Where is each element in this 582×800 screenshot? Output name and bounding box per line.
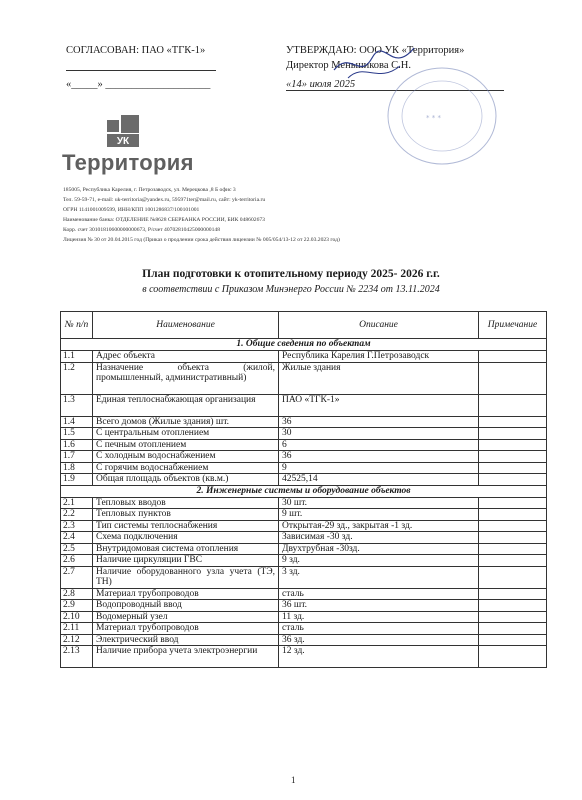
requisite-bank: Наименование банка: ОТДЕЛЕНИЕ №8628 СБЕРБАНКА РОССИИ, БИК 048602673 [63,217,265,223]
approval-right-date: «14» июля 2025 [286,79,504,91]
row-number: 2.12 [61,634,93,646]
row-name: С горячим водоснабжением [93,462,279,474]
row-number: 2.13 [61,646,93,668]
row-number: 1.4 [61,416,93,428]
page-number: 1 [291,775,296,785]
row-number: 2.10 [61,611,93,623]
organization-stamp [382,64,502,174]
section-title: 2. Инженерные системы и оборудование объектов [61,485,547,497]
row-number: 1.1 [61,351,93,363]
row-description: 36 зд. [279,634,479,646]
row-note [479,451,547,463]
table-row [61,351,547,363]
svg-text:УК: УК [116,136,130,147]
row-number: 1.3 [61,394,93,416]
row-description: 9 зд. [279,555,479,567]
table-row [61,555,547,567]
document-subtitle: в соответствии с Приказом Минэнерго России № 2234 от 13.11.2024 [142,284,440,295]
row-description: Республика Карелия Г.Петрозаводск [279,351,479,363]
row-name: Водомерный узел [93,611,279,623]
row-note [479,428,547,440]
row-name: Наличие циркуляции ГВС [93,555,279,567]
table-row [61,566,547,588]
header-number: № п/п [61,312,93,339]
table-row [61,394,547,416]
row-note [479,520,547,532]
row-note [479,509,547,521]
table-row [61,428,547,440]
approval-right-position: Директор Меньшикова С.Н. [286,60,411,71]
header-name: Наименование [93,312,279,339]
row-note [479,532,547,544]
header-description: Описание [279,312,479,339]
row-name: Адрес объекта [93,351,279,363]
row-description: 36 [279,451,479,463]
requisite-contacts: Тел. 59-59-71, e-mail: uk-territoria@yandex.ru, 595971ter@mail.ru, сайт: yk-territoria.ru [63,197,266,203]
row-note [479,394,547,416]
row-name: Всего домов (Жилые здания) шт. [93,416,279,428]
row-number: 1.9 [61,474,93,486]
row-name: Наличие оборудованного узла учета (ТЭ, ТН) [93,566,279,588]
section-title: 1. Общие сведения по объектам [61,339,547,351]
row-description: 30 шт. [279,497,479,509]
requisite-ogrn: ОГРН 1141001009599, ИНН/КПП 1001286837/100101001 [63,207,200,213]
row-note [479,611,547,623]
row-note [479,543,547,555]
table-row [61,462,547,474]
table-row [61,532,547,544]
row-note [479,634,547,646]
row-note [479,623,547,635]
approval-left-date: «_____» ____________________ [66,79,211,90]
row-description: 11 зд. [279,611,479,623]
row-note [479,566,547,588]
row-description: 42525,14 [279,474,479,486]
table-body [61,339,547,668]
row-name: Тепловых пунктов [93,509,279,521]
row-note [479,588,547,600]
row-note [479,474,547,486]
row-number: 2.7 [61,566,93,588]
row-note [479,362,547,394]
row-description: ПАО «ТГК-1» [279,394,479,416]
row-name: Схема подключения [93,532,279,544]
table-row [61,439,547,451]
table-row [61,416,547,428]
row-description: сталь [279,623,479,635]
table-row [61,600,547,612]
row-name: Общая площадь объектов (кв.м.) [93,474,279,486]
table-row [61,543,547,555]
plan-table [60,311,547,668]
row-name: С печным отоплением [93,439,279,451]
row-description: Жилые здания [279,362,479,394]
row-description: 30 [279,428,479,440]
row-name: Тепловых вводов [93,497,279,509]
table-row [61,520,547,532]
table-row [61,474,547,486]
svg-text:* * *: * * * [426,114,441,122]
requisite-address: 185005, Республика Карелия, г. Петрозаводск, ул. Мерецкова ,8 Б офис 3 [63,187,236,193]
approval-right-title: УТВЕРЖДАЮ: ООО УК «Территория» [286,45,465,56]
approval-left-signature-line [66,70,216,71]
row-number: 2.1 [61,497,93,509]
table-row [61,362,547,394]
row-note [479,497,547,509]
row-number: 2.5 [61,543,93,555]
row-description: Зависимая -30 зд. [279,532,479,544]
row-name: Единая теплоснабжающая организация [93,394,279,416]
document-title: План подготовки к отопительному периоду 2025- 2026 г.г. [142,268,440,280]
row-name: Внутридомовая система отопления [93,543,279,555]
table-header-row [61,312,547,339]
row-number: 1.5 [61,428,93,440]
section-row [61,339,547,351]
row-description: Двухтрубная -30зд. [279,543,479,555]
row-note [479,416,547,428]
requisite-license: Лицензия № 30 от 20.04.2015 год (Приказ о продлении срока действия лицензии № 005/054/13-12 от 22.03.2023 год) [63,237,340,243]
row-description: сталь [279,588,479,600]
table-row [61,509,547,521]
table-row [61,497,547,509]
requisite-accounts: Корр. счет 30101810600000000673, Р/счет 40702810425000000148 [63,227,220,233]
table-row [61,634,547,646]
row-number: 1.2 [61,362,93,394]
row-note [479,439,547,451]
approval-left-title: СОГЛАСОВАН: ПАО «ТГК-1» [66,45,206,56]
row-description: 6 [279,439,479,451]
row-description: 9 [279,462,479,474]
row-name: С холодным водоснабжением [93,451,279,463]
table-row [61,611,547,623]
row-description: 36 шт. [279,600,479,612]
row-note [479,351,547,363]
row-name: Водопроводный ввод [93,600,279,612]
table-row [61,451,547,463]
company-logo-mark [106,114,140,148]
row-number: 2.4 [61,532,93,544]
row-description: 9 шт. [279,509,479,521]
section-row [61,485,547,497]
row-description: 3 зд. [279,566,479,588]
row-note [479,555,547,567]
row-name: Назначение объекта (жилой, промышленный, административный) [93,362,279,394]
row-number: 2.6 [61,555,93,567]
row-name: Тип системы теплоснабжения [93,520,279,532]
row-number: 2.9 [61,600,93,612]
company-logo-name: Территория [62,150,194,175]
row-number: 2.2 [61,509,93,521]
row-number: 2.3 [61,520,93,532]
row-description: 12 зд. [279,646,479,668]
table-row [61,588,547,600]
row-name: Наличие прибора учета электроэнергии [93,646,279,668]
row-note [479,462,547,474]
row-description: 36 [279,416,479,428]
row-number: 1.6 [61,439,93,451]
row-note [479,646,547,668]
row-description: Открытая-29 зд., закрытая -1 зд. [279,520,479,532]
row-name: С центральным отоплением [93,428,279,440]
row-name: Материал трубопроводов [93,623,279,635]
row-number: 1.7 [61,451,93,463]
table-row [61,646,547,668]
row-name: Электрический ввод [93,634,279,646]
row-number: 1.8 [61,462,93,474]
row-note [479,600,547,612]
row-name: Материал трубопроводов [93,588,279,600]
row-number: 2.11 [61,623,93,635]
header-note: Примечание [479,312,547,339]
table-row [61,623,547,635]
row-number: 2.8 [61,588,93,600]
